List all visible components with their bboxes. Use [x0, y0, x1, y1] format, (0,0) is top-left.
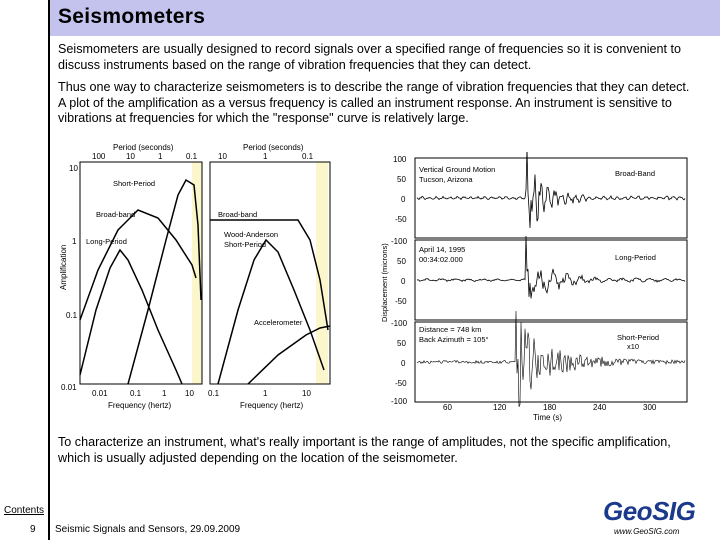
curve-label-accelerometer: Accelerometer	[254, 318, 303, 327]
svg-text:Long-Period: Long-Period	[615, 253, 656, 262]
svg-text:Short-Period: Short-Period	[617, 333, 660, 342]
curve-label-wood-anderson: Wood-Anderson	[224, 230, 279, 239]
svg-text:-100: -100	[391, 397, 408, 406]
long-period-curve	[80, 250, 182, 384]
y-tick: 1	[72, 237, 77, 246]
svg-text:Broad-Band: Broad-Band	[615, 169, 656, 178]
time-axis-label: Time (s)	[533, 413, 563, 422]
y-tick: 0.01	[61, 383, 77, 392]
response-panel-left	[80, 162, 202, 384]
footer-text: Seismic Signals and Sensors, 29.09.2009	[55, 524, 241, 535]
time-tick: 300	[643, 403, 657, 412]
paragraph-2: Thus one way to characterize seismometers is to describe the range of vibration frequencies that they can detect. A plot of the amplification as a versus frequency is called an instrument response. An instrument is sensitive to vibrations at frequencies for which the "response" curve is relatively large.	[58, 80, 690, 125]
right-bottom-tick: 1	[263, 389, 268, 398]
amplification-axis-label: Amplification	[59, 244, 68, 290]
right-frequency-axis-label: Frequency (hertz)	[240, 401, 304, 410]
svg-text:-100: -100	[391, 319, 408, 328]
paragraph-3: To characterize an instrument, what's really important is the range of amplitudes, not the specific amplification, which is usually adjusted depending on the location of the seismometer.	[58, 435, 671, 465]
svg-text:Tucson, Arizona: Tucson, Arizona	[419, 175, 473, 184]
svg-text:Back Azimuth = 105°: Back Azimuth = 105°	[419, 335, 489, 344]
svg-text:0: 0	[401, 277, 406, 286]
svg-text:-50: -50	[395, 215, 407, 224]
time-tick: 60	[443, 403, 452, 412]
left-top-tick: 100	[92, 152, 106, 161]
left-bottom-tick: 0.1	[130, 389, 142, 398]
right-top-tick: 1	[263, 152, 268, 161]
logo-url: www.GeoSIG.com	[614, 527, 680, 536]
svg-text:00:34:02.000: 00:34:02.000	[419, 255, 463, 264]
right-top-tick: 10	[218, 152, 227, 161]
curve-label-short-period-right: Short-Period	[224, 240, 267, 249]
left-top-tick: 10	[126, 152, 135, 161]
time-tick: 120	[493, 403, 507, 412]
svg-text:100: 100	[393, 155, 407, 164]
svg-text:0: 0	[401, 195, 406, 204]
slide-title: Seismometers	[58, 5, 206, 28]
time-tick: 240	[593, 403, 607, 412]
geosig-logo: GeoSIG	[603, 496, 696, 526]
left-bottom-tick: 0.01	[92, 389, 108, 398]
left-bottom-tick: 1	[162, 389, 167, 398]
svg-text:April 14, 1995: April 14, 1995	[419, 245, 466, 254]
record-panel-short-period	[391, 311, 687, 407]
right-bottom-tick: 10	[302, 389, 311, 398]
svg-text:-50: -50	[395, 379, 407, 388]
svg-text:-100: -100	[391, 237, 408, 246]
y-tick: 10	[69, 164, 78, 173]
svg-text:0: 0	[401, 359, 406, 368]
svg-text:x10: x10	[627, 342, 640, 351]
left-bottom-tick: 10	[185, 389, 194, 398]
record-panel-long-period	[391, 236, 687, 320]
svg-text:50: 50	[397, 257, 406, 266]
y-tick: 0.1	[66, 311, 78, 320]
curve-label-long-period: Long-Period	[86, 237, 127, 246]
curve-label-short-period: Short-Period	[113, 179, 156, 188]
left-frequency-axis-label: Frequency (hertz)	[108, 401, 172, 410]
seismogram-figure	[375, 152, 700, 425]
curve-label-broad-band: Broad-band	[96, 210, 136, 219]
left-divider	[48, 0, 50, 540]
right-bottom-tick: 0.1	[208, 389, 220, 398]
left-period-axis-label: Period (seconds)	[113, 143, 174, 152]
record-panel-broad-band	[393, 152, 687, 238]
instrument-response-figure	[58, 140, 368, 415]
paragraph-1: Seismometers are usually designed to record signals over a specified range of frequencies so it is convenient to discuss instruments based on the range of vibration frequencies that they can detect.	[58, 42, 682, 72]
left-top-tick: 1	[158, 152, 163, 161]
left-margin	[0, 0, 48, 540]
right-top-tick: 0.1	[302, 152, 314, 161]
svg-text:Distance = 748 km: Distance = 748 km	[419, 325, 482, 334]
page-number: 9	[30, 524, 36, 535]
svg-text:Vertical Ground Motion: Vertical Ground Motion	[419, 165, 496, 174]
right-period-axis-label: Period (seconds)	[243, 143, 304, 152]
contents-link[interactable]: Contents	[4, 505, 45, 516]
svg-text:50: 50	[397, 175, 406, 184]
displacement-axis-label: Displacement (microns)	[380, 243, 389, 322]
svg-text:-50: -50	[395, 297, 407, 306]
curve-label-broad-band-right: Broad-band	[218, 210, 258, 219]
response-panel-right	[210, 162, 330, 384]
left-top-tick: 0.1	[186, 152, 198, 161]
time-tick: 180	[543, 403, 557, 412]
svg-text:50: 50	[397, 339, 406, 348]
